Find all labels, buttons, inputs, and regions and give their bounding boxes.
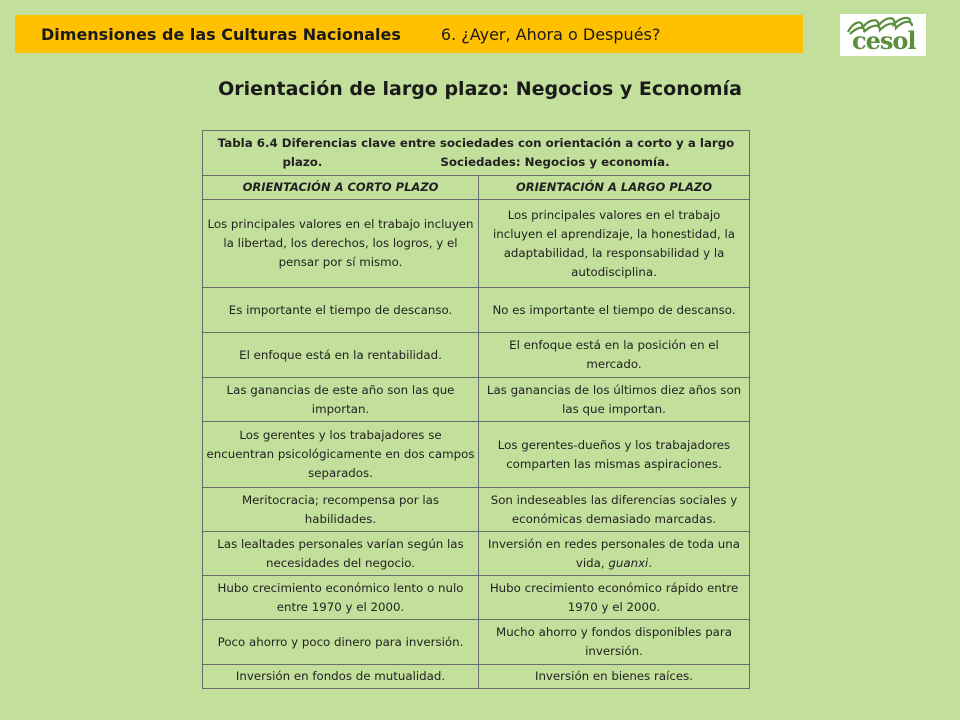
section-title: Dimensiones de las Culturas Nacionales	[41, 24, 401, 44]
table-row	[203, 532, 750, 576]
table-row	[203, 488, 750, 532]
table-row	[203, 665, 750, 689]
cell-long-term	[479, 532, 750, 576]
caption-line-2a: plazo.	[282, 155, 323, 169]
cell-short-term: Inversión en fondos de mutualidad.	[203, 665, 479, 689]
cell-long-term: Mucho ahorro y fondos disponibles para inversión.	[479, 620, 750, 665]
cell-long-term: Los principales valores en el trabajo incluyen el aprendizaje, la honestidad, la adaptabilidad, la responsabilidad y la autodisciplina.	[479, 200, 750, 288]
table-caption-row	[203, 131, 750, 176]
table-row	[203, 422, 750, 488]
header-bar	[15, 15, 803, 53]
guanxi-term: guanxi	[608, 555, 649, 570]
table-row	[203, 200, 750, 288]
cell-short-term: Las lealtades personales varían según las necesidades del negocio.	[203, 532, 479, 576]
cell-short-term: Poco ahorro y poco dinero para inversión.	[203, 620, 479, 665]
cell-long-term-prefix: Inversión en redes personales de toda una vida,	[488, 536, 740, 570]
slide-title: Orientación de largo plazo: Negocios y Economía	[218, 78, 742, 100]
cell-short-term: Es importante el tiempo de descanso.	[203, 288, 479, 333]
cell-long-term: No es importante el tiempo de descanso.	[479, 288, 750, 333]
cell-long-term-suffix: .	[648, 555, 653, 570]
cell-short-term: Meritocracia; recompensa por las habilidades.	[203, 488, 479, 532]
logo-text: cesol	[852, 26, 916, 55]
cell-long-term: Inversión en bienes raíces.	[479, 665, 750, 689]
table-row	[203, 576, 750, 620]
cell-long-term: Son indeseables las diferencias sociales y económicas demasiado marcadas.	[479, 488, 750, 532]
cell-short-term: Los principales valores en el trabajo incluyen la libertad, los derechos, los logros, y el pensar por sí mismo.	[203, 200, 479, 288]
chapter-title: 6. ¿Ayer, Ahora o Después?	[440, 24, 661, 44]
column-header-long-term: ORIENTACIÓN A LARGO PLAZO	[479, 176, 750, 200]
cell-long-term: Hubo crecimiento económico rápido entre 1970 y el 2000.	[479, 576, 750, 620]
cell-long-term: El enfoque está en la posición en el mercado.	[479, 333, 750, 378]
cell-short-term: Los gerentes y los trabajadores se encuentran psicológicamente en dos campos separados.	[203, 422, 479, 488]
table-row	[203, 333, 750, 378]
table-header-row	[203, 176, 750, 200]
comparison-table	[202, 130, 750, 689]
cell-short-term: El enfoque está en la rentabilidad.	[203, 333, 479, 378]
caption-line-2	[209, 153, 743, 172]
cell-long-term: Los gerentes-dueños y los trabajadores comparten las mismas aspiraciones.	[479, 422, 750, 488]
cell-short-term: Las ganancias de este año son las que importan.	[203, 378, 479, 422]
table-row	[203, 378, 750, 422]
column-header-short-term: ORIENTACIÓN A CORTO PLAZO	[203, 176, 479, 200]
cell-short-term: Hubo crecimiento económico lento o nulo entre 1970 y el 2000.	[203, 576, 479, 620]
table-row	[203, 620, 750, 665]
caption-line-2b: Sociedades: Negocios y economía.	[440, 155, 670, 169]
cell-long-term: Las ganancias de los últimos diez años son las que importan.	[479, 378, 750, 422]
table-caption	[203, 131, 750, 176]
caption-line-1: Tabla 6.4 Diferencias clave entre sociedades con orientación a corto y a largo	[217, 136, 735, 150]
table-row	[203, 288, 750, 333]
cesol-logo	[840, 14, 926, 56]
